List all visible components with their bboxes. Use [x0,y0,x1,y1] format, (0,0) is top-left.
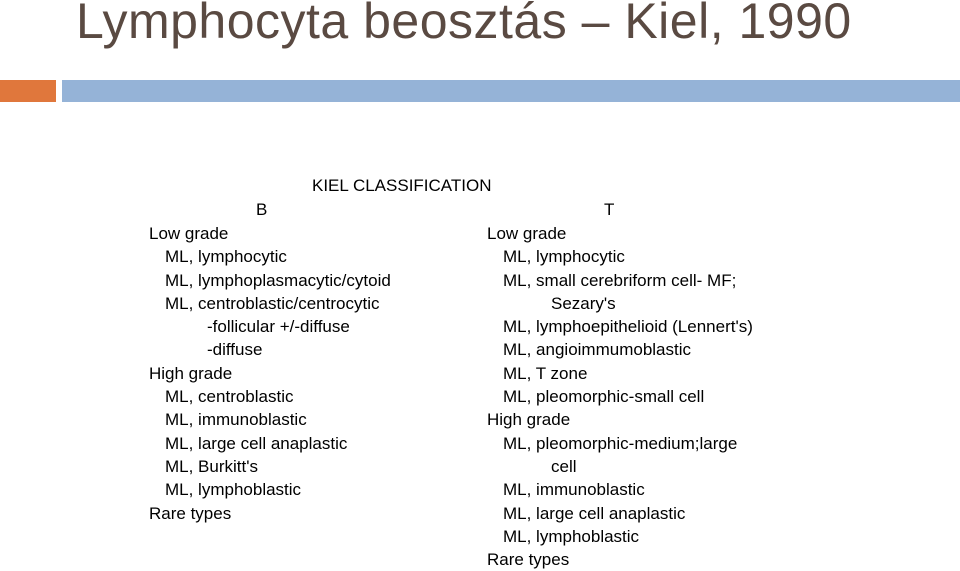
b-cell-line: Low grade [149,224,229,243]
t-cell-list [487,222,753,571]
b-cell-line: ML, lymphoplasmacytic/cytoid [165,270,391,290]
t-cell-line: Low grade [487,224,567,243]
t-cell-line: ML, angioimmumoblastic [503,340,692,360]
slide-title: Lymphocyta beosztás – Kiel, 1990 [76,0,852,49]
t-cell-line: ML, small cerebriform cell- MF; [503,270,737,290]
t-cell-line: ML, immunoblastic [503,480,645,500]
b-cell-line: ML, immunoblastic [165,410,307,430]
t-cell-line: ML, lymphoblastic [503,526,640,546]
t-cell-line: cell [551,456,577,476]
b-cell-line: -follicular +/-diffuse [207,317,350,337]
t-cell-line: High grade [487,410,571,430]
b-cell-line: -diffuse [207,340,263,360]
t-cell-line: ML, lymphocytic [503,247,625,267]
accent-bar-blue [62,80,960,102]
t-cell-line: Sezary's [551,293,616,313]
b-column-header: B [256,200,268,219]
b-cell-line: ML, large cell anaplastic [165,433,348,453]
b-cell-line: ML, centroblastic/centrocytic [165,293,380,313]
t-cell-line: Rare types [487,550,570,570]
t-column-header: T [604,200,615,219]
t-cell-line: ML, pleomorphic-medium;large [503,433,738,453]
accent-bar-orange [0,80,56,102]
table-title: KIEL CLASSIFICATION [312,176,492,195]
t-cell-line: ML, large cell anaplastic [503,503,686,523]
b-cell-line: Rare types [149,503,232,523]
b-cell-line: High grade [149,363,233,383]
b-cell-line: ML, Burkitt's [165,456,258,476]
b-cell-line: ML, centroblastic [165,387,294,407]
t-cell-line: ML, lymphoepithelioid (Lennert's) [503,317,753,337]
b-cell-line: ML, lymphocytic [165,247,287,267]
b-cell-list [149,222,391,525]
t-cell-line: ML, T zone [503,363,588,383]
b-cell-line: ML, lymphoblastic [165,480,302,500]
t-cell-line: ML, pleomorphic-small cell [503,387,705,407]
